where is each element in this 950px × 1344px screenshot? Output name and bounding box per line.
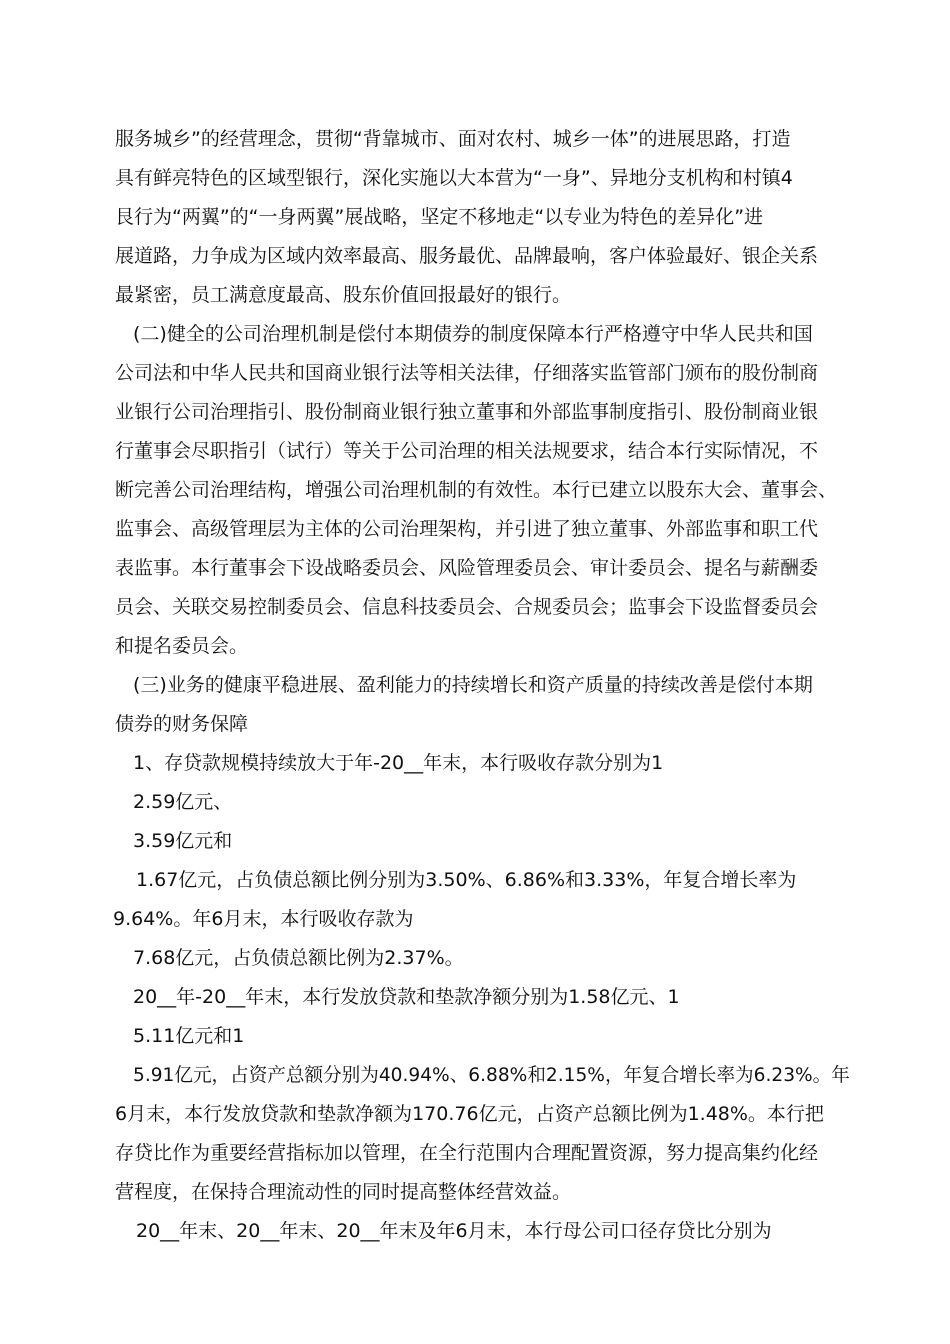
text-line: 6月末，本行发放贷款和垫款净额为170.76亿元，占资产总额比例为1.48%。本行把 [115,1103,824,1125]
text-line: 业银行公司治理指引、股份制商业银行独立董事和外部监事制度指引、股份制商业银 [115,401,819,423]
text-line: 5.91亿元，占资产总额分别为40.94%、6.88%和2.15%，年复合增长率为6.23%。年 [133,1064,850,1086]
text-line: 断完善公司治理结构，增强公司治理机制的有效性。本行已建立以股东大会、董事会、 [115,479,838,501]
text-line: 最紧密，员工满意度最高、股东价值回报最好的银行。 [115,284,572,306]
text-line: 1、存贷款规模持续放大于年-20__年末，本行吸收存款分别为1 [133,752,664,774]
text-line: 7.68亿元，占负债总额比例为2.37%。 [133,947,464,969]
text-line: 9.64%。年6月末，本行吸收存款为 [113,908,414,930]
text-line: 3.59亿元和 [133,830,233,852]
text-line: 行董事会尽职指引（试行）等关于公司治理的相关法规要求，结合本行实际情况，不 [115,440,819,462]
text-line: 具有鲜亮特色的区域型银行，深化实施以大本营为“一身”、异地分支机构和村镇4 [115,167,793,189]
text-line: 服务城乡”的经营理念，贯彻“背靠城市、面对农村、城乡一体”的进展思路，打造 [115,128,791,150]
text-line: 艮行为“两翼”的“一身两翼”展战略，坚定不移地走“以专业为特色的差异化”进 [115,206,764,228]
text-line: 公司法和中华人民共和国商业银行法等相关法律，仔细落实监管部门颁布的股份制商 [115,362,819,384]
text-line: 存贷比作为重要经营指标加以管理，在全行范围内合理配置资源，努力提高集约化经 [115,1142,819,1164]
text-line: 20__年末、20__年末、20__年末及年6月末，本行母公司口径存贷比分别为 [136,1220,772,1242]
text-line: 2.59亿元、 [133,791,233,813]
text-line: 债券的财务保障 [115,713,249,735]
text-line: 员会、关联交易控制委员会、信息科技委员会、合规委员会；监事会下设监督委员会 [115,596,819,618]
text-line: 和提名委员会。 [115,635,249,657]
text-line: 1.67亿元，占负债总额比例分别为3.50%、6.86%和3.33%，年复合增长率为 [136,869,797,891]
text-line: 监事会、高级管理层为主体的公司治理架构，并引进了独立董事、外部监事和职工代 [115,518,819,540]
paragraph-heading-3: (三)业务的健康平稳进展、盈利能力的持续增长和资产质量的持续改善是偿付本期 [133,674,813,696]
text-line: 表监事。本行董事会下设战略委员会、风险管理委员会、审计委员会、提名与薪酬委 [115,557,819,579]
text-line: 营程度，在保持合理流动性的同时提高整体经营效益。 [115,1181,572,1203]
text-line: 展道路，力争成为区域内效率最高、服务最优、品牌最响，客户体验最好、银企关系 [115,245,819,267]
text-line: 5.11亿元和1 [133,1025,245,1047]
text-line: 20__年-20__年末，本行发放贷款和垫款净额分别为1.58亿元、1 [133,986,680,1008]
paragraph-heading-2: (二)健全的公司治理机制是偿付本期债券的制度保障本行严格遵守中华人民共和国 [133,323,813,345]
